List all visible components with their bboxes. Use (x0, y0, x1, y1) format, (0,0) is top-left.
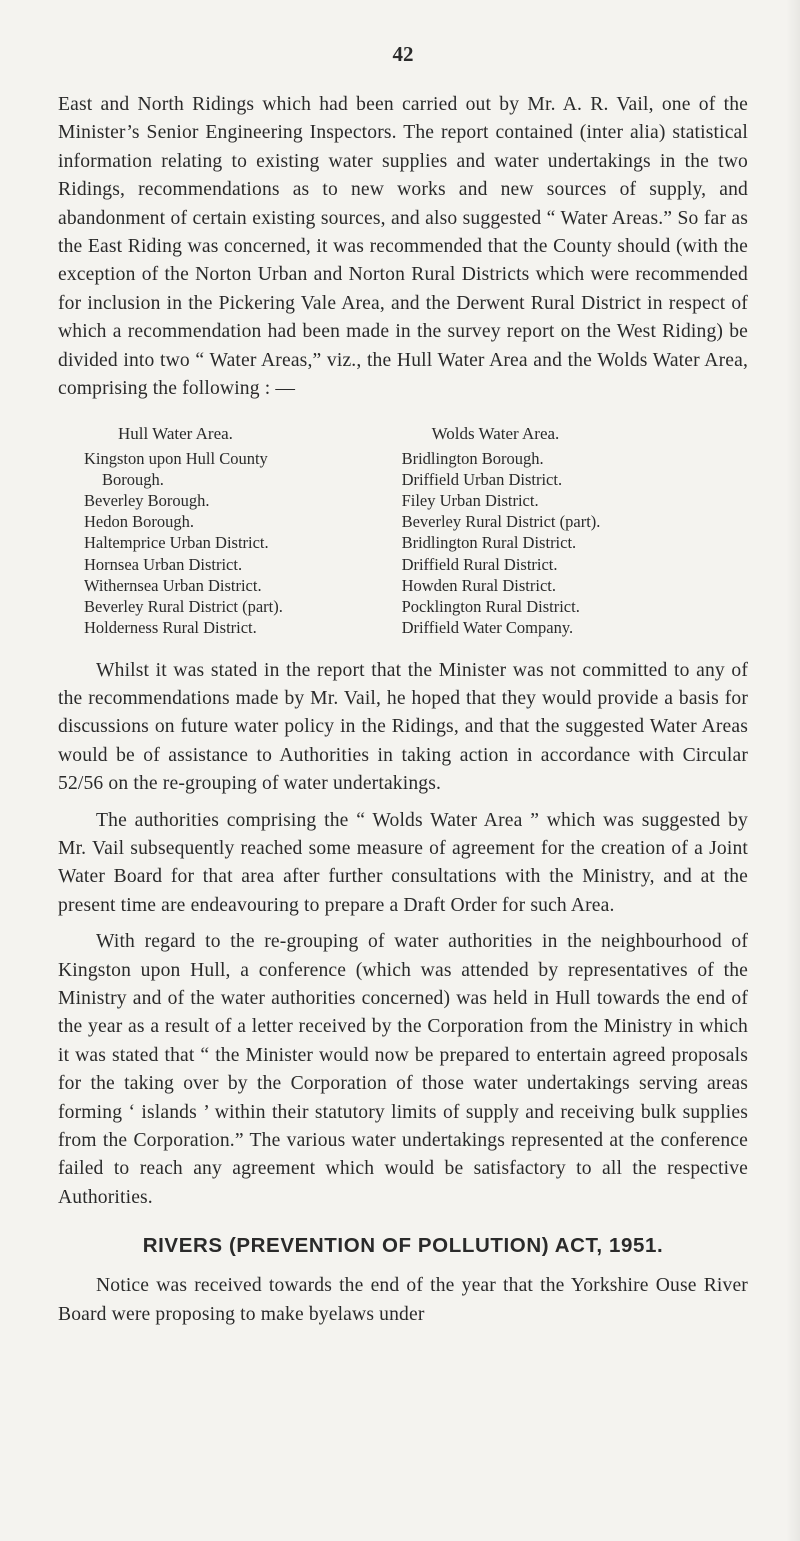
list-item: Hornsea Urban District. (84, 554, 243, 574)
paragraph-wolds-joint-board: The authorities comprising the “ Wolds Water Area ” which was suggested by Mr. Vail subsequently reached some measure of agreement for the creation of a Joint Water Board for that area after further consultations with the Ministry, and at the present time are endeavouring to prepare a Draft Order for such Area. (58, 809, 748, 916)
list-item: Bridlington Rural District. (401, 533, 577, 553)
list-item: Driffield Urban District. (401, 469, 563, 489)
list-item: Holderness Rural District. (84, 618, 257, 638)
paragraph-survey-report: East and North Ridings which had been carried out by Mr. A. R. Vail, one of the Minister’s Senior Engineering Inspectors. The report contained (inter alia) statistical information relating to existing water supplies and water undertakings in the two Ridings, recommendations as to new works and new sources of supply, and abandonment of certain existing sources, and also suggested “ Water Areas.” So far as the East Riding was concerned, it was recommended that the County should (with the exception of the Norton Urban and Norton Rural Districts which were recommended for inclusion in the Pickering Vale Area, and the Derwent Rural District in respect of which a recommendation had been made in the survey report on the West Riding) be divided into two “ Water Areas,” viz., the Hull Water Area and the Wolds Water Area, comprising the following : — (58, 94, 748, 400)
list-item: Beverley Borough. (84, 491, 210, 511)
list-item: Driffield Water Company. (401, 618, 574, 638)
list-item: Bridlington Borough. (401, 448, 544, 468)
paragraph-byelaws-notice: Notice was received towards the end of the year that the Yorkshire Ouse River Board were proposing to make byelaws under (58, 1275, 748, 1325)
list-item: Withernsea Urban District. (84, 575, 262, 595)
wolds-water-area-heading: Wolds Water Area. (431, 424, 560, 444)
hull-water-area-heading: Hull Water Area. (118, 424, 233, 444)
paragraph-hull-regrouping: With regard to the re-grouping of water authorities in the neighbourhood of Kingston upon Hull, a conference (which was attended by representatives of the Ministry and of the water authorities concerned) was held in Hull towards the end of the year as a result of a letter received by the Corporation from the Ministry in which it was stated that “ the Minister would now be prepared to entertain agreed proposals for the taking over by the Corporation of those water undertakings serving areas forming ‘ islands ’ within their statutory limits of supply and receiving bulk supplies from the Corporation.” The various water undertakings represented at the conference failed to reach any agreement which would be satisfactory to all the respective Authorities. (58, 931, 748, 1208)
hull-water-area-list (84, 423, 402, 638)
paragraph-minister-policy: Whilst it was stated in the report that the Minister was not committed to any of the recommendations made by Mr. Vail, he hoped that they would provide a basis for discussions on future water policy in the Ridings, and that the suggested Water Areas would be of assistance to Authorities in taking action in accordance with Circular 52/56 on the re-grouping of water undertakings. (58, 659, 748, 795)
list-item: Beverley Rural District (part). (84, 597, 283, 617)
list-item: Filey Urban District. (401, 491, 539, 511)
list-item: Beverley Rural District (part). (401, 512, 601, 532)
list-item: Haltemprice Urban District. (84, 533, 269, 553)
water-areas-lists (58, 423, 748, 638)
page-number: 42 (392, 42, 414, 66)
list-item: Howden Rural District. (401, 575, 556, 595)
list-item: Driffield Rural District. (401, 554, 558, 574)
list-item: Hedon Borough. (84, 512, 194, 532)
wolds-water-area-list (402, 423, 748, 638)
section-heading: RIVERS (PREVENTION OF POLLUTION) ACT, 1951. (142, 1234, 664, 1258)
list-item: Kingston upon Hull County Borough. (84, 448, 268, 489)
page-edge-shadow (786, 0, 800, 1541)
list-item: Pocklington Rural District. (401, 597, 580, 617)
